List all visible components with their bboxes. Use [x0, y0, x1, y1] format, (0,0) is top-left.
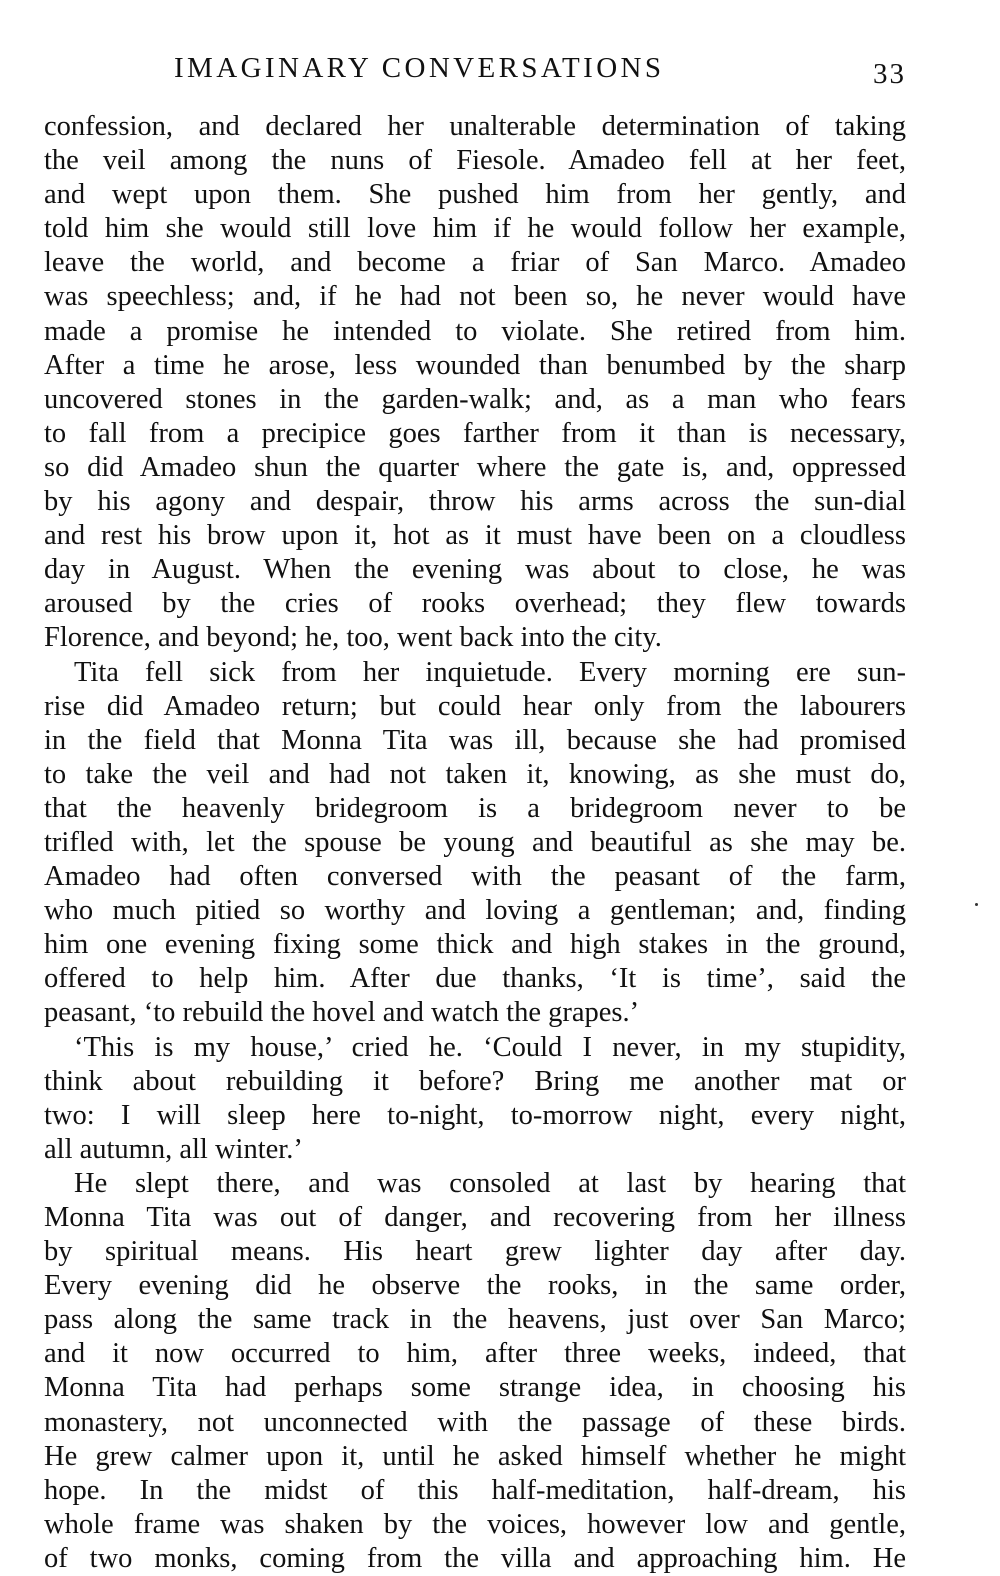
text-line: aroused by the cries of rooks overhead; they flew towards — [44, 588, 906, 620]
text-line: by his agony and despair, throw his arms across the sun-dial — [44, 486, 906, 518]
text-line: him one evening fixing some thick and high stakes in the ground, — [44, 929, 906, 961]
text-line: all autumn, all winter.’ — [44, 1133, 303, 1165]
text-line: to fall from a precipice goes farther from it than is necessary, — [44, 417, 906, 449]
text-line: Florence, and beyond; he, too, went back into the city. — [44, 622, 662, 654]
running-title: IMAGINARY CONVERSATIONS — [174, 52, 665, 84]
text-line: uncovered stones in the garden-walk; and, as a man who fears — [44, 383, 906, 415]
text-line: He grew calmer upon it, until he asked himself whether he might — [44, 1440, 906, 1472]
text-line: the veil among the nuns of Fiesole. Amadeo fell at her feet, — [44, 145, 906, 177]
text-line: two: I will sleep here to-night, to-morrow night, every night, — [44, 1099, 906, 1131]
paragraph-first-line: ‘This is my house,’ cried he. ‘Could I never, in my stupidity, — [74, 1031, 906, 1063]
text-line: so did Amadeo shun the quarter where the gate is, and, oppressed — [44, 451, 906, 483]
text-line: Monna Tita had perhaps some strange idea, in choosing his — [44, 1372, 906, 1404]
body-text — [44, 110, 906, 1576]
text-line: whole frame was shaken by the voices, however low and gentle, — [44, 1508, 906, 1540]
paragraph-first-line: He slept there, and was consoled at last by hearing that — [74, 1167, 906, 1199]
text-line: and wept upon them. She pushed him from her gently, and — [44, 179, 906, 211]
page-number: 33 — [873, 58, 906, 90]
text-line: confession, and declared her unalterable determination of taking — [44, 111, 906, 142]
text-line: and rest his brow upon it, hot as it must have been on a cloudless — [44, 520, 906, 552]
text-line: Monna Tita was out of danger, and recovering from her illness — [44, 1202, 906, 1233]
text-line: trifled with, let the spouse be young and beautiful as she may be. — [44, 826, 906, 858]
text-line: peasant, ‘to rebuild the hovel and watch the grapes.’ — [44, 997, 640, 1029]
text-line: offered to help him. After due thanks, ‘It is time’, said the — [44, 963, 906, 995]
scan-speck — [975, 903, 978, 906]
text-line: to take the veil and had not taken it, knowing, as she must do, — [44, 758, 906, 790]
text-line: was speechless; and, if he had not been so, he never would have — [44, 281, 906, 313]
text-line: After a time he arose, less wounded than benumbed by the sharp — [44, 349, 906, 381]
text-line: made a promise he intended to violate. She retired from him. — [44, 315, 906, 347]
text-line: pass along the same track in the heavens, just over San Marco; — [44, 1304, 906, 1336]
text-line: day in August. When the evening was about to close, he was — [44, 554, 906, 586]
text-line: think about rebuilding it before? Bring me another mat or — [44, 1065, 906, 1097]
text-line: rise did Amadeo return; but could hear only from the labourers — [44, 690, 906, 722]
text-line: in the field that Monna Tita was ill, because she had promised — [44, 724, 906, 756]
text-line: that the heavenly bridegroom is a bridegroom never to be — [44, 792, 906, 824]
text-line: Amadeo had often conversed with the peasant of the farm, — [44, 861, 906, 893]
text-line: Every evening did he observe the rooks, in the same order, — [44, 1270, 906, 1302]
text-line: by spiritual means. His heart grew lighter day after day. — [44, 1236, 906, 1268]
text-line: hope. In the midst of this half-meditation, half-dream, his — [44, 1474, 906, 1506]
paragraph-first-line: Tita fell sick from her inquietude. Every morning ere sun- — [74, 656, 906, 688]
text-line: leave the world, and become a friar of San Marco. Amadeo — [44, 247, 906, 279]
text-line: monastery, not unconnected with the passage of these birds. — [44, 1406, 906, 1438]
text-line: and it now occurred to him, after three weeks, indeed, that — [44, 1338, 906, 1370]
text-line: of two monks, coming from the villa and approaching him. He — [44, 1542, 906, 1574]
running-head — [44, 52, 906, 92]
text-line: who much pitied so worthy and loving a gentleman; and, finding — [44, 895, 906, 927]
text-line: told him she would still love him if he would follow her example, — [44, 213, 906, 245]
